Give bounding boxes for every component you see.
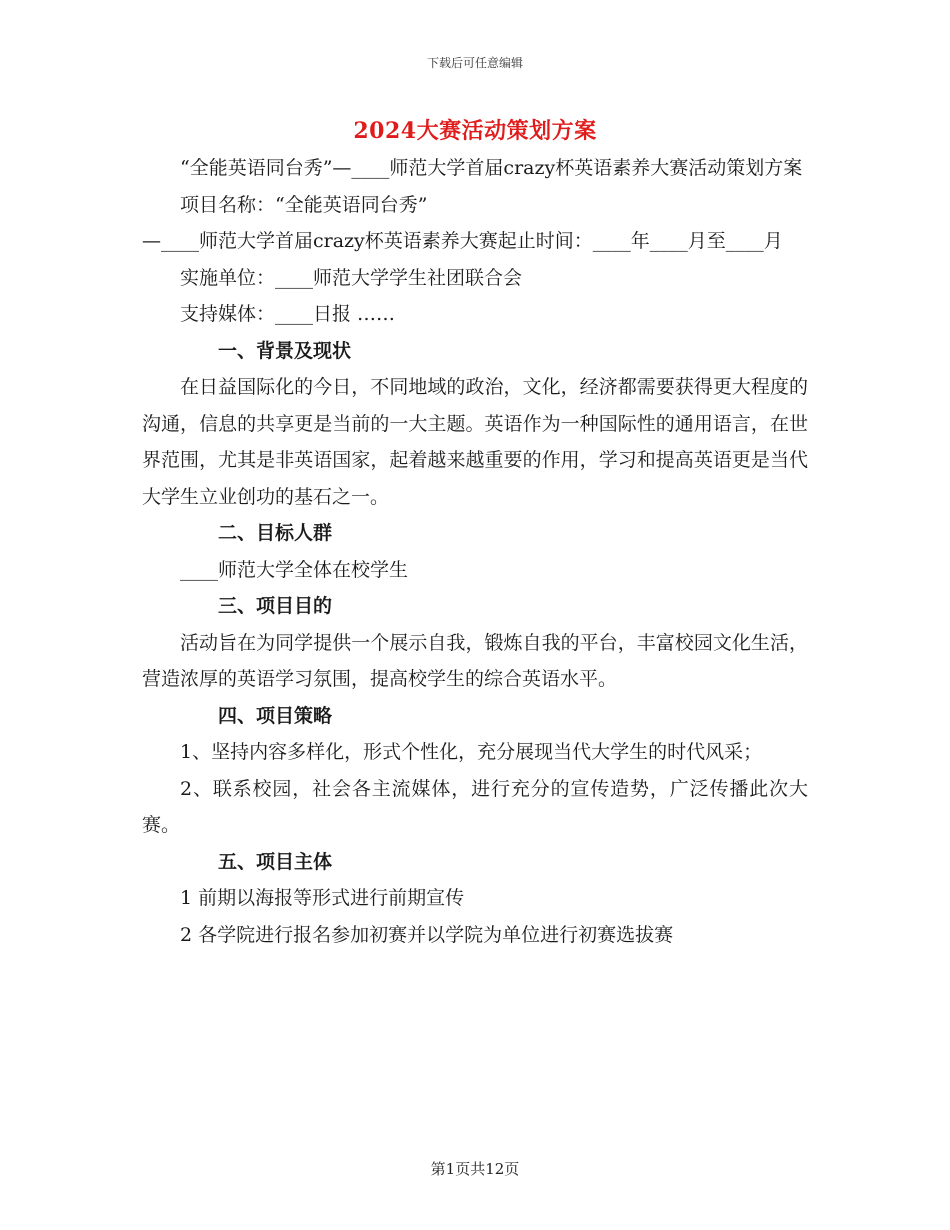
section-number: 一、 xyxy=(218,339,257,362)
section-title: 项目目的 xyxy=(256,595,333,617)
section-1-paragraph: 在日益国际化的今日，不同地域的政治，文化，经济都需要获得更大程度的沟通，信息的共享更是当前的一大主题。英语作为一种国际性的通用语言，在世界范围，尤其是非英语国家，起着越来越重要的作用，学习和提高英语更是当代大学生立业创功的基石之一。 xyxy=(142,376,808,508)
section-heading-5 xyxy=(142,844,808,881)
page-footer: 第1页共12页 xyxy=(430,1160,520,1178)
section-number: 二、 xyxy=(218,522,257,544)
section-4-paragraph-1: 1、坚持内容多样化，形式个性化，充分展现当代大学生的时代风采； xyxy=(180,741,763,763)
section-heading-3 xyxy=(142,588,808,625)
section-title: 目标人群 xyxy=(256,522,333,544)
intro-paragraph: “全能英语同台秀”—____师范大学首届crazy杯英语素养大赛活动策划方案 xyxy=(180,157,803,179)
header-note: 下载后可任意编辑 xyxy=(426,56,523,70)
section-title: 项目主体 xyxy=(256,850,333,873)
section-heading-2 xyxy=(142,515,808,552)
document-body xyxy=(142,150,808,953)
section-number: 四、 xyxy=(218,704,257,727)
section-number: 三、 xyxy=(218,595,257,617)
section-heading-1 xyxy=(142,333,808,370)
section-2-paragraph: ____师范大学全体在校学生 xyxy=(180,558,409,581)
media-line: 支持媒体：____日报 …… xyxy=(180,303,396,325)
page-title: 2024大赛活动策划方案 xyxy=(353,118,597,144)
section-title: 项目策略 xyxy=(256,704,333,727)
organizer-line: 实施单位：____师范大学学生社团联合会 xyxy=(180,266,523,289)
project-name-continuation: —____师范大学首届crazy杯英语素养大赛起止时间：____年____月至____月 xyxy=(142,230,783,252)
section-title: 背景及现状 xyxy=(256,339,352,362)
section-heading-4 xyxy=(142,698,808,735)
project-name-line: 项目名称：“全能英语同台秀” xyxy=(180,193,428,216)
section-5-item-2: 2 各学院进行报名参加初赛并以学院为单位进行初赛选拔赛 xyxy=(180,923,674,946)
section-3-paragraph: 活动旨在为同学提供一个展示自我，锻炼自我的平台，丰富校园文化生活，营造浓厚的英语学习氛围，提高校学生的综合英语水平。 xyxy=(142,631,808,690)
section-4-paragraph-2: 2、联系校园，社会各主流媒体，进行充分的宣传造势，广泛传播此次大赛。 xyxy=(142,777,808,836)
section-number: 五、 xyxy=(218,850,257,873)
section-5-item-1: 1 前期以海报等形式进行前期宣传 xyxy=(180,887,465,909)
